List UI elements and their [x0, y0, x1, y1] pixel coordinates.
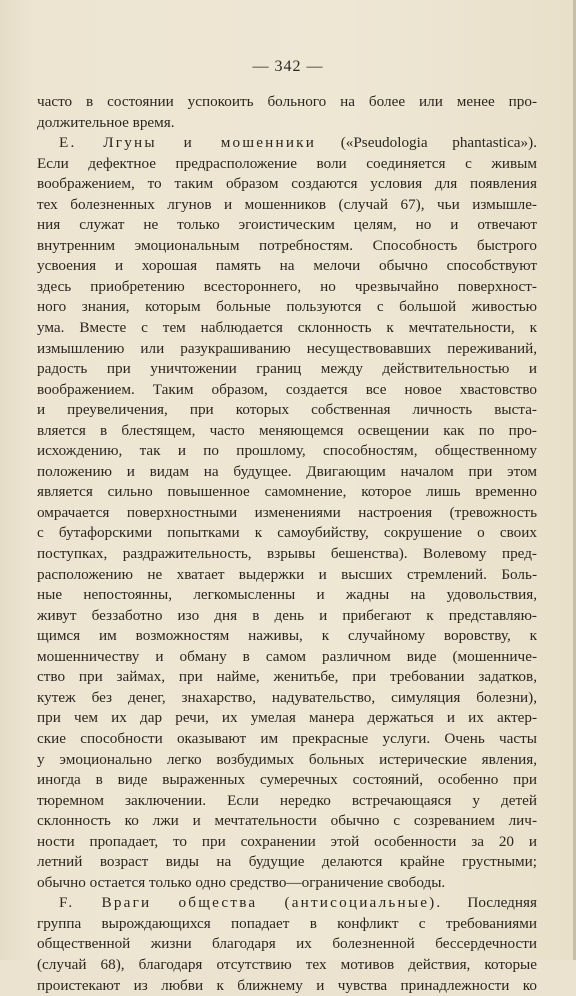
text-line: ство при займах, при найме, женитьбе, при требовании задатков, [37, 668, 537, 686]
page-number: — 342 — [252, 58, 324, 75]
text-line: ума. Вместе с тем наблюдается склонность к мечтательности, к [37, 319, 537, 337]
text-line: поступках, раздражительность, взрывы бешенства). Волевому пред- [37, 545, 537, 563]
text-line [37, 893, 537, 914]
text-line: усвоения и хорошая память на мелочи обычно способствуют [37, 257, 537, 275]
text-line: ские способности оказывают им прекрасные услуги. Очень часты [37, 729, 537, 747]
text-line: расположению не хватает выдержки и высших стремлений. Боль- [37, 565, 537, 583]
text-line: часто в состоянии успокоить больного на более или менее про- [37, 93, 537, 110]
text-line: воображением. Таким образом, создается все новое хвастовство [37, 380, 537, 398]
text-line: является сильно повышенное самомнение, которое лишь временно [37, 483, 537, 501]
text-line: при чем их дар речи, их умелая манера держаться и их актер- [37, 709, 537, 727]
text-line: воображением, то таким образом создаются условия для появления [37, 175, 537, 193]
text-line: с бутафорскими попытками к самоубийству, сокрушение о своих [37, 524, 537, 542]
text-line: положению и видам на будущее. Двигающим началом при этом [37, 462, 537, 480]
text-line: щимся им возможностям наживы, к случайному воровству, к [37, 627, 537, 645]
text-line: летний возраст виды на будущие делаются крайне грустными; [37, 853, 537, 871]
text-line: вляется в блестящем, часто меняющемся освещении как по про- [37, 421, 537, 439]
text-line: и преувеличения, при которых собственная личность выста- [37, 401, 537, 419]
text-line: радость при уничтожении границ между действительностью и [37, 360, 537, 378]
text-line: обычно остается только одно средство—ограничение свободы. [37, 873, 446, 891]
text-line: общественной жизни благодаря их болезненной бессердечности [37, 935, 537, 953]
text-line: Если дефектное предрасположение воли соединяется с живым [37, 154, 537, 172]
text-line [37, 133, 537, 154]
text-line: живут беззаботно изо дня в день и прибегают к представляю- [37, 606, 537, 624]
text-line: измышлению или разукрашиванию несуществовавших переживаний, [37, 339, 537, 357]
text-line: группа вырождающихся попадает в конфликт с требованиями [37, 914, 537, 932]
body-text [37, 92, 537, 996]
text-line: омрачается поверхностными изменениями настроения (тревожность [37, 503, 537, 521]
section-heading: F. Враги общества (антисоциальные). [59, 894, 443, 912]
text-line: у эмоционально легко возбудимых больных истерические явления, [37, 750, 537, 768]
text-line-rest: («Pseudologia phantastica»). [316, 134, 537, 152]
text-line: внутренним эмоциональным потребностям. Способность быстрого [37, 236, 537, 254]
text-line: кутеж без денег, знахарство, надувательство, симуляция болезни), [37, 688, 537, 706]
text-line: ного знания, которым больные пользуются с большой живостью [37, 298, 537, 316]
text-line: исхождению, так и по прошлому, способностям, общественному [37, 442, 537, 460]
text-line: иногда в виде выраженных сумеречных состояний, особенно при [37, 771, 537, 789]
text-line: ности пропадает, то при сохранении этой особенности за 20 и [37, 832, 537, 850]
text-line: проистекают из любви к ближнему и чувства принадлежности ко [37, 976, 537, 994]
text-line: тюремном заключении. Если нередко встречающаяся у детей [37, 791, 537, 809]
text-line: (случай 68), благодаря отсутствию тех мотивов действия, которые [37, 955, 537, 973]
section-heading: Е. Лгуны и мошенники [59, 134, 317, 152]
text-line: должительное время. [37, 113, 175, 131]
text-line: склонность ко лжи и мечтательности обычно с созреванием лич- [37, 812, 537, 830]
text-line: здесь приобретению всестороннего, но чрезвычайно поверхност- [37, 277, 537, 295]
text-line-rest: Последняя [442, 894, 537, 912]
text-line: мошенничеству и обману в самом различном виде (мошенниче- [37, 647, 537, 665]
text-line: ные непостоянны, легкомысленны и жадны на удовольствия, [37, 586, 537, 604]
text-line: тех болезненных лгунов и мошенников (случай 67), чьи измышле- [37, 195, 537, 213]
text-line: ния служат не только эгоистическим целям, но и отвечают [37, 216, 537, 234]
